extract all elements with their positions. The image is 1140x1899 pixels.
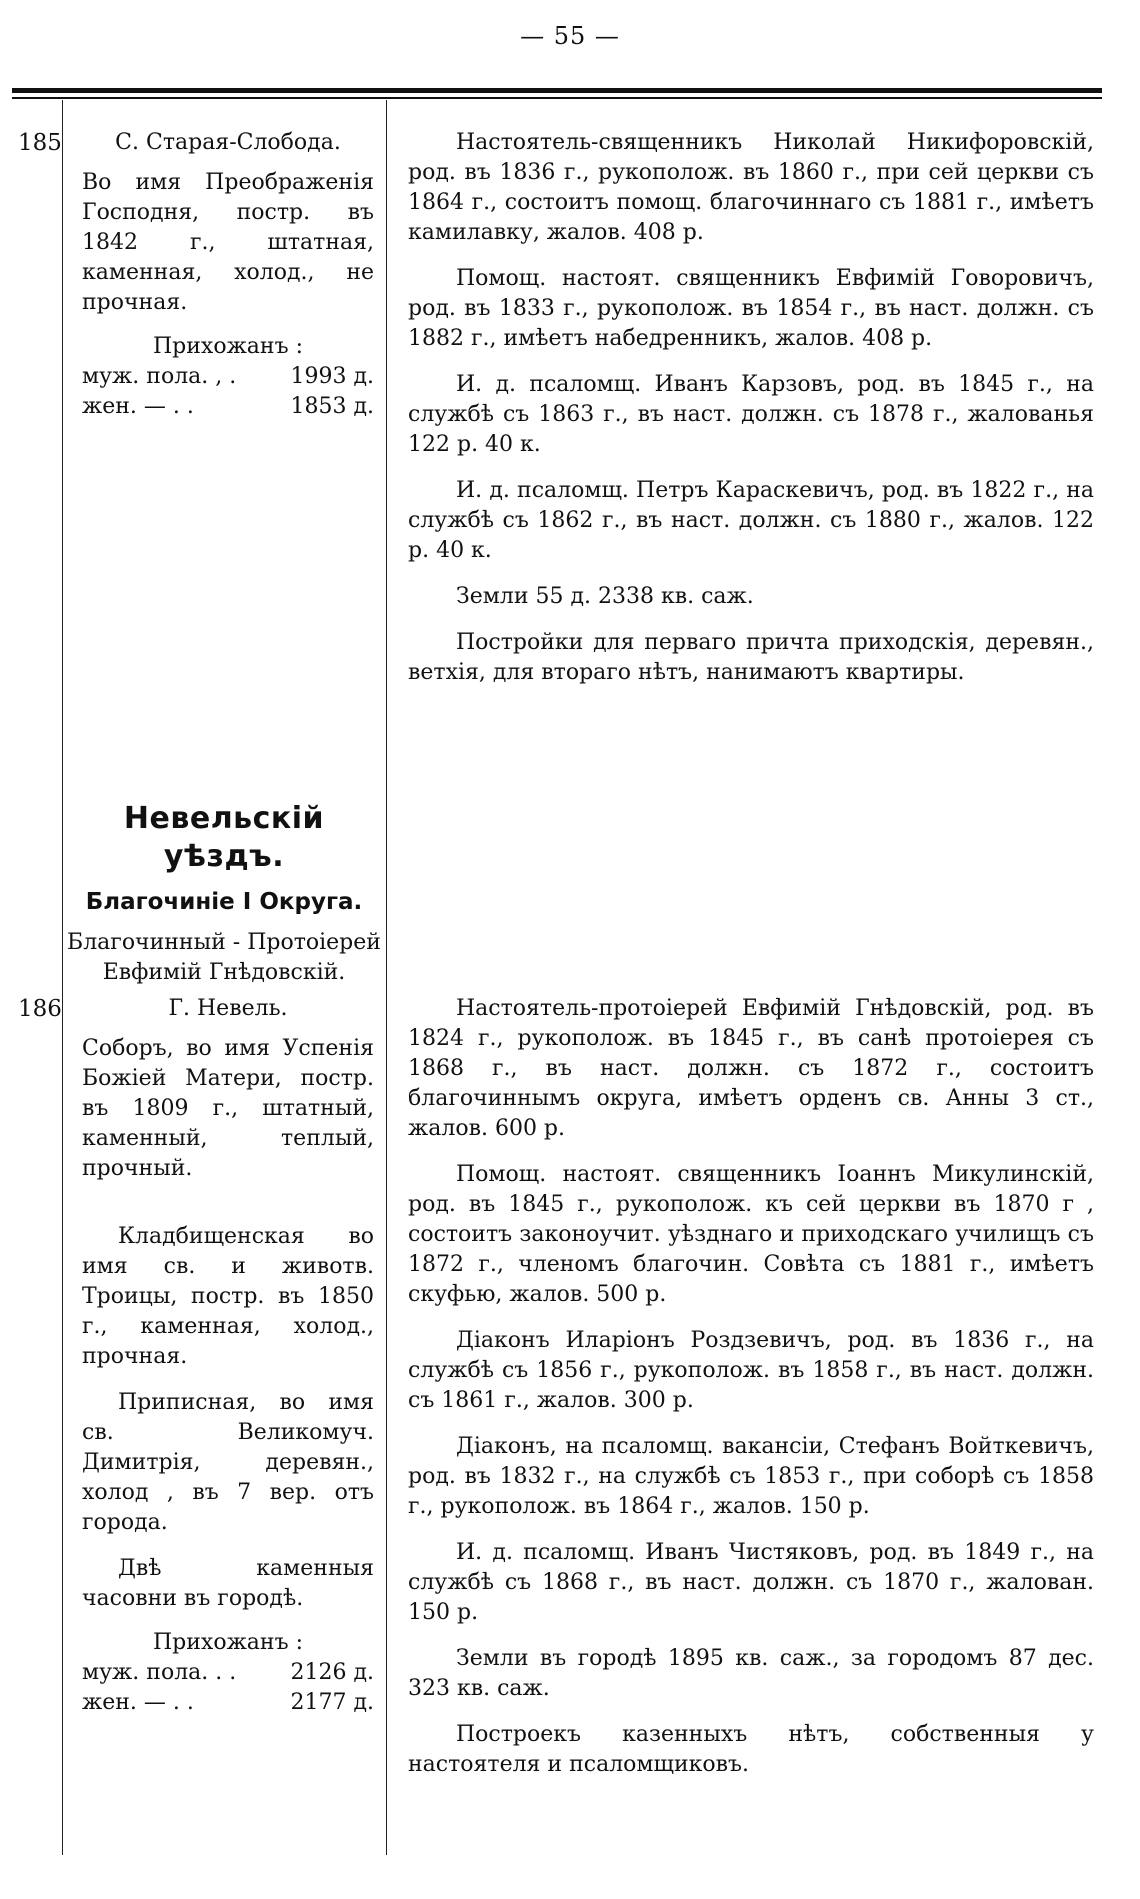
entry-186-clergy (408, 994, 1094, 1796)
clergy-paragraph: Настоятель-священникъ Николай Никифоровскій, род. въ 1836 г., рукополож. въ 1860 г., при сей церкви съ 1864 г., состоитъ помощ. благочиннаго съ 1881 г., имѣетъ камилавку, жалов. 408 р. (408, 130, 1094, 245)
women-label: жен. — . . (82, 394, 194, 419)
dean-name: Благочинный - Протоіерей Евфимій Гнѣдовскій. (67, 930, 381, 985)
entry-185-church-info (82, 128, 374, 422)
men-count: 2126 д. (290, 1660, 374, 1685)
church-description: Соборъ, во имя Успенія Божіей Матери, постр. въ 1809 г., штатный, каменный, теплый, прочный. (82, 1036, 374, 1181)
clergy-paragraph: Помощ. настоят. священникъ Іоаннъ Микулинскій, род. въ 1845 г., рукополож. къ сей церкви въ 1870 г , состоитъ законоучит. уѣзднаго и приходскаго училищъ съ 1872 г., членомъ благочин. Совѣта съ 1881 г., имѣетъ скуфью, жалов. 500 р. (408, 1162, 1094, 1307)
parishioners-men (82, 362, 374, 392)
buildings-paragraph: Построекъ казенныхъ нѣтъ, собственныя у настоятеля и псаломщиковъ. (408, 1722, 1094, 1777)
entry-186-church-info (82, 994, 374, 1718)
clergy-paragraph: И. д. псаломщ. Иванъ Карзовъ, род. въ 1845 г., на службѣ съ 1863 г., въ наст. должн. съ 1878 г., жалованья 122 р. 40 к. (408, 372, 1094, 457)
parishioners-women (82, 392, 374, 422)
clergy-paragraph: Діаконъ Иларіонъ Роздзевичъ, род. въ 1836 г., на службѣ съ 1856 г., рукополож. въ 1858 г., въ наст. должн. съ 1861 г., жалов. 300 р. (408, 1328, 1094, 1413)
land-paragraph: Земли въ городѣ 1895 кв. саж., за городомъ 87 дес. 323 кв. саж. (408, 1646, 1094, 1701)
women-label: жен. — . . (82, 1690, 194, 1715)
church-description: Кладбищенская во имя св. и животв. Троицы, постр. въ 1850 г., каменная, холод., прочная. (82, 1224, 374, 1369)
entry-number: 186 (18, 996, 62, 1022)
clergy-paragraph: Настоятель-протоіерей Евфимій Гнѣдовскій, род. въ 1824 г., рукополож. въ 1845 г., въ санѣ протоіерея съ 1868 г., въ наст. должн. съ 1872 г., состоитъ благочиннымъ округа, имѣетъ орденъ св. Анны 3 ст., жалов. 600 р. (408, 996, 1094, 1141)
parishioners-men (82, 1658, 374, 1688)
header-rule-thick (12, 88, 1102, 93)
column-divider-main (386, 100, 387, 1855)
men-label: муж. пола. , . (82, 364, 237, 389)
parishioners-label: Прихожанъ : (152, 1630, 303, 1655)
women-count: 1853 д. (290, 394, 374, 419)
clergy-paragraph: Діаконъ, на псаломщ. вакансіи, Стефанъ Войткевичъ, род. въ 1832 г., на службѣ съ 1853 г., при соборѣ съ 1858 г., рукополож. въ 1864 г., жалов. 150 р. (408, 1434, 1094, 1519)
men-count: 1993 д. (290, 364, 374, 389)
okrug-title: Благочиніе I Округа. (85, 889, 363, 915)
church-description: Во имя Преображенія Господня, постр. въ 1842 г., штатная, каменная, холод., не прочная. (82, 170, 374, 315)
men-label: муж. пола. . . (82, 1660, 237, 1685)
place-name: Г. Невель. (168, 996, 288, 1021)
buildings-paragraph: Постройки для перваго причта приходскія, деревян., ветхія, для втораго нѣтъ, нанимаютъ квартиры. (408, 630, 1094, 685)
place-name: С. Старая-Слобода. (115, 130, 341, 155)
district-heading (62, 800, 386, 988)
land-paragraph: Земли 55 д. 2338 кв. саж. (456, 584, 754, 609)
women-count: 2177 д. (290, 1690, 374, 1715)
parishioners-women (82, 1688, 374, 1718)
chapels-description: Двѣ каменныя часовни въ городѣ. (82, 1556, 374, 1611)
entry-185-clergy (408, 128, 1094, 704)
uezd-title: Невельскій уѣздъ. (123, 801, 325, 874)
church-description: Приписная, во имя св. Великомуч. Димитрія, деревян., холод , въ 7 вер. отъ города. (82, 1390, 374, 1535)
page-number: — 55 — (520, 22, 620, 50)
clergy-paragraph: И. д. псаломщ. Петръ Караскевичъ, род. въ 1822 г., на службѣ съ 1862 г., въ наст. должн. съ 1880 г., жалов. 122 р. 40 к. (408, 478, 1094, 563)
clergy-paragraph: Помощ. настоят. священникъ Евфимій Говоровичъ, род. въ 1833 г., рукополож. въ 1854 г., въ наст. должн. съ 1882 г., имѣетъ набедренникъ, жалов. 408 р. (408, 266, 1094, 351)
header-rule-thin (12, 97, 1102, 99)
parishioners-label: Прихожанъ : (152, 334, 303, 359)
entry-number: 185 (18, 130, 62, 156)
clergy-paragraph: И. д. псаломщ. Иванъ Чистяковъ, род. въ 1849 г., на службѣ съ 1868 г., въ наст. должн. съ 1870 г., жалован. 150 р. (408, 1540, 1094, 1625)
